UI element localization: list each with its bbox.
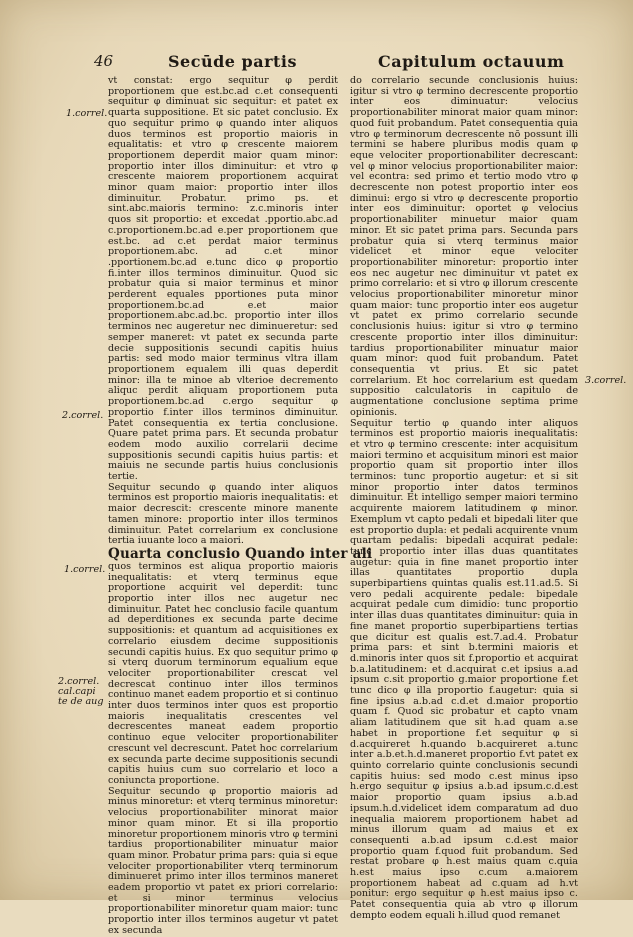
left-paragraph-1: vt constat: ergo sequitur φ perdit proportionem que est.bc.ad c.et consequenti sequitur φ diminuat sic sequitur: et patet ex quarta suppositione. Et sic patet conclusio. Ex quo sequitur primo φ quando inter aliquos duos terminos est proportio maioris in equalitatis: et vtro φ crescente maiorem proportionem deperdit maior quam minor: proportio inter illos diminuitur: et vtro φ crescente maiorem proportionem acquirat minor quam maior: proportio inter illos diminuitur. Probatur. primo ps. et sint.abc.maioris termino: z.c.minoris inter quos sit proportio: et excedat .pportio.abc.ad c.proportionem.bc.ad e.per proportionem que est.bc. ad c.et perdat maior terminus proportionem.abc. ad c.et minor .pportionem.bc.ad e.tunc dico φ proportio fi.inter illos terminos diminuitur. Quod sic probatur quia si maior terminus et minor perderent equales pportiones puta minor proportionem.bc.ad e.et maior proportionem.abc.ad.bc. proportio inter illos terminos nec augeretur nec diminueretur: sed semper maneret: vt patet ex secunda parte decie suppositionis secundi capitis huius partis: sed modo maior terminus vltra illam proportionem equalem illi quas deperdit minor: illa te minoe ab vlterioe decremento aliquc perdit aliquam proportionem puta proportionem.bc.ad c.ergo sequitur φ proportio f.inter illos terminos diminuitur. Patet consequentia ex tertia conclusione. Quare patet prima pars. Et secunda probatur eodem modo auxilio correlarii decime suppositionis secundi capitis huius partis: et maiuis ne secunde partis huius conclusionis tertie. [108, 75, 338, 483]
left-paragraph-2: Sequitur secundo φ quando inter aliquos terminos est proportio maioris inequalitatis: et maior decrescit: crescente minore manente tamen minore: proportio inter illos terminos diminuitur. Patet correlarium ex conclusione tertia iuuante loco a maiori. [108, 481, 338, 547]
marginal-note-left-4: 2.correl. cal.capi te de aug [58, 676, 104, 707]
right-paragraph-2: Sequitur tertio φ quando inter aliquos terminos est proportio maioris inequalitatis: et vtro φ termino crescente: inter acquisitum maiori termino et acquisitum minori est maior proportio quam sit proportio inter illos terminos: tunc proportio augetur: et si sit minor proportio inter datos terminos diminuitur. Et intelligo semper maiori termino acquirente maiorem latitudinem φ minor. Exemplum vt capto pedali et bipedali liter que est proportio dupla: et pedali acquirente vnum quartam pedalis: bipedali acquirat pedale: tunc proportio inter illas duas quantitates augetur: quia in fine manet proportio inter illas quantitates proportio dupla superbipartiens quintas qualis est.11.ad.5. Si vero pedali acquirente pedale: bipedale acquirat pedale cum dimidio: tunc proportio inter illas duas quantitates diminuitur: quia in fine manet proportio superbipartiens tertias que dicitur est qualis est.7.ad.4. Probatur prima pars: et sint b.termini maioris et d.minoris inter quos sit f.proportio et acquirat b.a.latitudinem: et d.acquirat c.et ipsius a.ad ipsum c.sit proportio g.maior proportione f.et tunc dico φ illa proportio f.augetur: quia si fine ipsius a.b.ad c.d.et d.maior proportio quam f. Quod sic probatur et capto vnam aliam latitudinem que sit h.ad quam a.se habet in proportione f.et sequitur φ si d.acquireret h.quando b.acquireret a.tunc inter a.b.et.h.d.maneret proportio f.vt patet ex quinto correlario quinte conclusionis secundi capitis huius: sed modo c.est minus ipso h.ergo sequitur φ ipsius a.b.ad ipsum.c.d.est maior proportio quam ipsius a.b.ad ipsum.h.d.videlicet idem comparatum ad duo inequalia maiorem proportionem habet ad minus illorum quam ad maius et ex consequenti a.b.ad ipsum c.d.est maior proportio quam f.quod fuit probandum. Sed restat probare φ h.est maius quam c.quia h.est maius ipso c.cum a.maiorem proportionem habeat ad c.quam ad h.vt ponitur: ergo sequitur φ h.est maius ipso c. Patet consequentia quia ab vtro φ illorum dempto eodem equali h.illud quod remanet [350, 417, 578, 921]
left-paragraph-4: Sequitur secundo φ proportio maioris ad minus minoretur: et vterq terminus minoretur: velocius proportionabiliter minorat maior minor quam minor. Et si illa proportio minoretur proportionem minoris vtro φ termini tardius proportionabiliter minuatur maior quam minor. Probatur prima pars: quia si eque velociter proportionabiliter vterq terminorum diminueret primo inter illos terminos maneret eadem proportio vt patet ex priori correlario: et si minor terminus velocius proportionabiliter minoretur quam maior: tunc proportio inter illos terminos augetur vt patet ex secunda [108, 785, 338, 936]
folio-number: 46 [94, 52, 114, 70]
running-head-left: Secūde partis [168, 52, 298, 71]
left-text-column [108, 75, 373, 936]
right-text-column [350, 75, 578, 921]
left-paragraph-3: quos terminos est aliqua proportio maioris inequalitatis: et vterq terminus eque proportione acquirit vel deperdit: tunc proportio inter illos nec augetur nec diminuitur. Patet hec conclusio facile quantum ad deperditiones ex secunda parte decime suppositionis: et quantum ad acquisitiones ex correlario eiusdem decime suppositionis secundi capitis huius. Ex quo sequitur primo φ si vterq duorum terminorum equalium eque velociter proportionabiliter crescat vel decrescat continuo inter illos terminos continuo manet eadem proportio et si continuo inter duos terminos inter quos est proportio maioris inequalitatis crescentes vel decrescentes maneat eadem proportio continuo eque velociter proportionabiliter crescunt vel decrescunt. Patet hoc correlarium ex secunda parte decime suppositionis secundi capitis huius cum suo correlario et loco a coniuncta proportione. [108, 560, 338, 786]
right-paragraph-1: do correlario secunde conclusionis huius: igitur si vtro φ termino decrescente proportio inter eos diminuatur: velocius proportionabiliter minorat maior quam minor: quod fuit probandum. Patet consequentia quia vtro φ terminorum decrescente nō possunt illi termini se habere pluribus modis quam φ eque velociter proportionabiliter decrescant: vel φ minor velocius proportionabiliter maior: vel econtra: sed primo et tertio modo vtro φ decrescente non potest proportio inter eos diminui: ergo si vtro φ decrescente proportio inter eos diminuitur: oportet φ velocius proportionabiliter minuetur maior quam minor. Et sic patet prima pars. Secunda pars probatur quia si vterq terminus maior videlicet et minor eque velociter proportionabiliter minoretur: proportio inter eos nec augetur nec diminuitur vt patet ex primo correlario: et si vtro φ illorum crescente velocius proportionabiliter minoretur minor quam maior: tunc proportio inter eos augetur vt patet ex primo correlario secunde conclusionis huius: igitur si vtro φ termino crescente proportio inter illos diminuitur: tardius proportionabiliter minuatur maior quam minor: quod fuit probandum. Patet consequentia vt prius. Et sic patet correlarium. Et hoc correlarium est quedam suppositio calculatoris in capitulo de augmentatione conclusione septima prime opinionis. [350, 75, 578, 418]
marginal-note-right-1: 3.correl. [585, 375, 627, 386]
marginal-note-left-2: 2.correl. [62, 410, 104, 421]
marginal-note-left-3: 1.correl. [64, 564, 106, 575]
marginal-note-left-1: 1.correl. [66, 108, 108, 119]
running-head-right: Capitulum octauum [378, 52, 565, 71]
section-heading-quarta-conclusio: Quarta conclusio Quando inter ali [108, 545, 373, 562]
